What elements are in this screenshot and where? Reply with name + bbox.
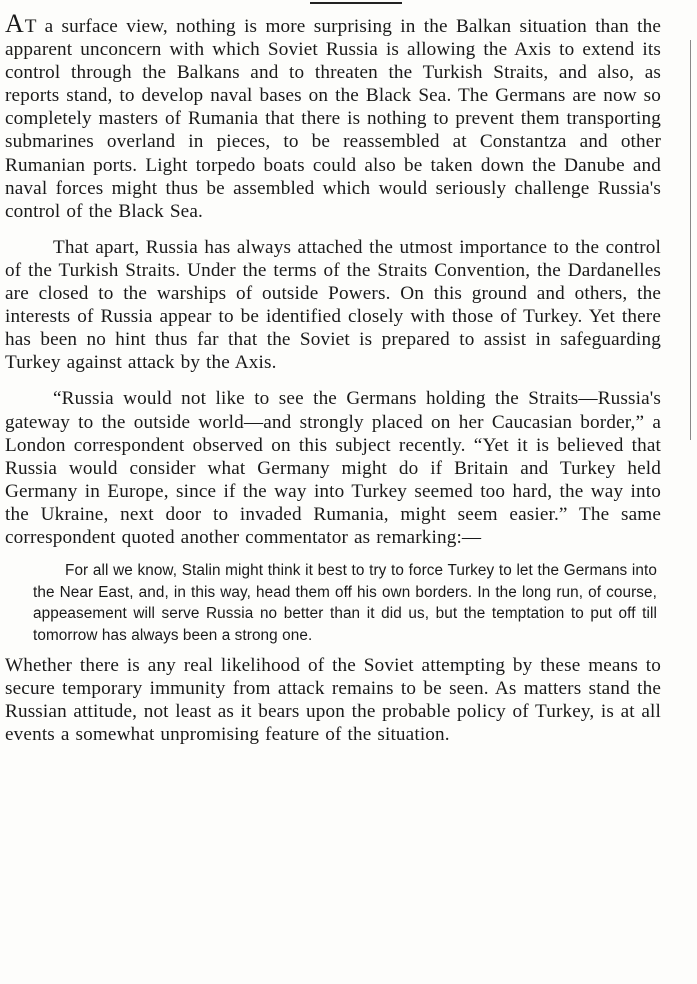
block-quote: For all we know, Stalin might think it best to try to force Turkey to let the Germans into the Near East, and, in this way, head them off his own borders. In the long run, of course, appeasement will serve Russia no better than it did us, but the temptation to put off till tomorrow has always been a strong one. [33,562,657,644]
paragraph-4: Whether there is any real likelihood of the Soviet attempting by these means to secure temporary immunity from attack remains to be seen. As matters stand the Russian attitude, not least as it bears upon the probable policy of Turkey, is at all events a somewhat unpromising feature of the situation. [5,655,661,746]
paragraph-3: “Russia would not like to see the Germans holding the Straits—Russia's gateway to the outside world—and strongly placed on her Caucasian border,” a London correspondent observed on this subject recently. “Yet it is believed that Russia would consider what Germany might do if Britain and Turkey held Germany in Europe, since if the way into Turkey seemed too hard, the way into the Ukraine, next door to invaded Rumania, might seem easier.” The same correspondent quoted another commentator as remarking:— [5,388,661,548]
paragraph-2: That apart, Russia has always attached the utmost importance to the control of the Turkish Straits. Under the terms of the Straits Convention, the Dardanelles are closed to the warships of outside Powers. On this ground and others, the interests of Russia appear to be identified closely with those of Turkey. Yet there has been no hint thus far that the Soviet is prepared to assist in safeguarding Turkey against attack by the Axis. [5,236,661,374]
paragraph-1 [5,9,661,223]
top-rule [310,2,402,4]
drop-cap: A [5,9,25,38]
article-body [5,9,661,746]
column-rule [690,40,691,440]
paragraph-1-text: T a surface view, nothing is more surprising in the Balkan situation than the apparent unconcern with which Soviet Russia is allowing the Axis to extend its control through the Balkans and to threaten the Turkish Straits, and also, as reports stand, to develop naval bases on the Black Sea. The Germans are now so completely masters of Rumania that there is nothing to prevent them transporting submarines overland in pieces, to be reassembled at Constantza and other Rumanian ports. Light torpedo boats could also be taken down the Danube and naval forces might thus be assembled which would seriously challenge Russia's control of the Black Sea. [5,16,661,222]
